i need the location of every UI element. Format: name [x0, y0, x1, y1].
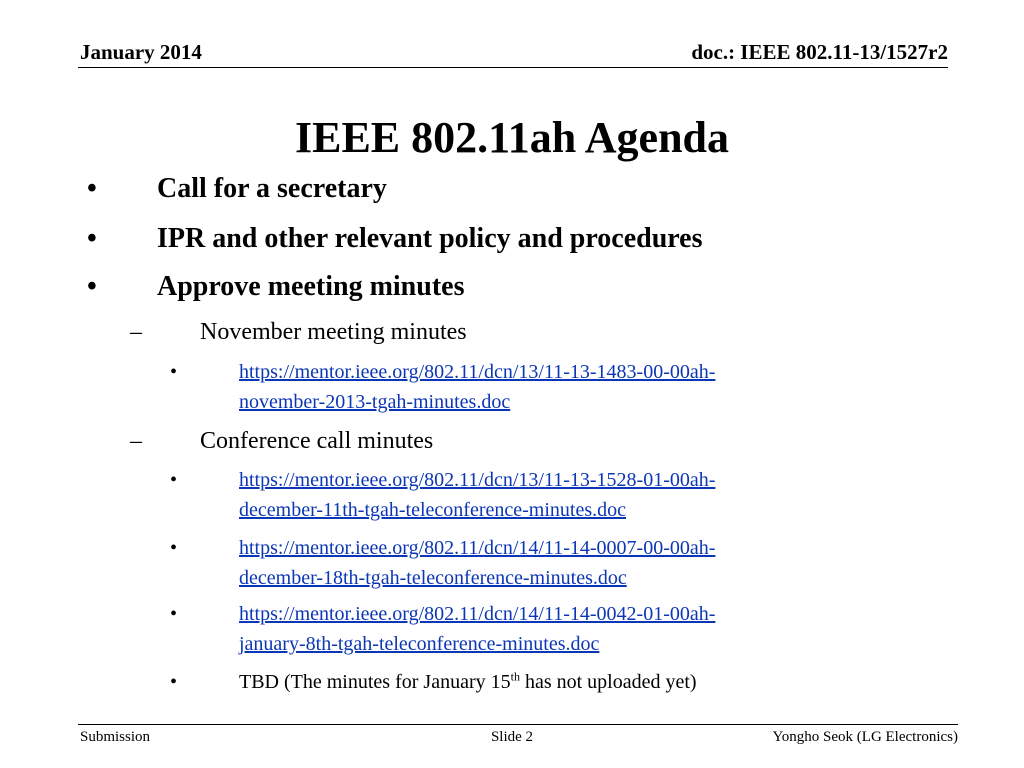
header-doc-id: doc.: IEEE 802.11-13/1527r2 — [691, 40, 948, 64]
dec11-minutes-link-cont[interactable]: december-11th-tgah-teleconference-minutes.doc — [239, 499, 626, 521]
agenda-item-label: Approve meeting minutes — [157, 271, 465, 302]
footer-slide-number: Slide 2 — [490, 729, 534, 745]
tbd-text-start: TBD (The minutes for January 15 — [239, 671, 511, 693]
bullet-icon: • — [87, 271, 97, 302]
november-minutes-link-cont[interactable]: november-2013-tgah-minutes.doc — [239, 391, 511, 413]
agenda-item-label: Call for a secretary — [157, 173, 387, 204]
bullet-icon: • — [87, 223, 97, 254]
dash-icon: – — [130, 319, 142, 345]
footer-submission: Submission — [80, 729, 151, 745]
footer-author: Yongho Seok (LG Electronics) — [772, 729, 958, 745]
bullet-icon: • — [170, 671, 178, 693]
header-divider — [78, 67, 948, 68]
bullet-icon: • — [170, 361, 178, 383]
bullet-icon: • — [170, 603, 178, 625]
subitem-label: November meeting minutes — [200, 319, 467, 345]
jan8-minutes-link-cont[interactable]: january-8th-tgah-teleconference-minutes.doc — [239, 633, 600, 655]
dec18-minutes-link-cont[interactable]: december-18th-tgah-teleconference-minutes.doc — [239, 567, 627, 589]
dec11-minutes-link[interactable]: https://mentor.ieee.org/802.11/dcn/13/11-13-1528-01-00ah- — [239, 469, 716, 491]
bullet-icon: • — [170, 469, 178, 491]
tbd-text — [239, 666, 697, 699]
tbd-text-end: has not uploaded yet) — [519, 671, 697, 693]
jan8-minutes-link[interactable]: https://mentor.ieee.org/802.11/dcn/14/11-14-0042-01-00ah- — [239, 603, 716, 625]
dec18-minutes-link[interactable]: https://mentor.ieee.org/802.11/dcn/14/11-14-0007-00-00ah- — [239, 537, 716, 559]
slide-title: IEEE 802.11ah Agenda — [294, 113, 730, 162]
tbd-ordinal-suffix: th — [510, 669, 520, 684]
dash-icon: – — [130, 428, 142, 454]
header-date: January 2014 — [80, 40, 202, 64]
subitem-label: Conference call minutes — [200, 428, 434, 454]
agenda-item-label: IPR and other relevant policy and procedures — [157, 223, 703, 254]
footer-divider — [78, 724, 958, 725]
november-minutes-link[interactable]: https://mentor.ieee.org/802.11/dcn/13/11-13-1483-00-00ah- — [239, 361, 716, 383]
bullet-icon: • — [170, 537, 178, 559]
bullet-icon: • — [87, 173, 97, 204]
